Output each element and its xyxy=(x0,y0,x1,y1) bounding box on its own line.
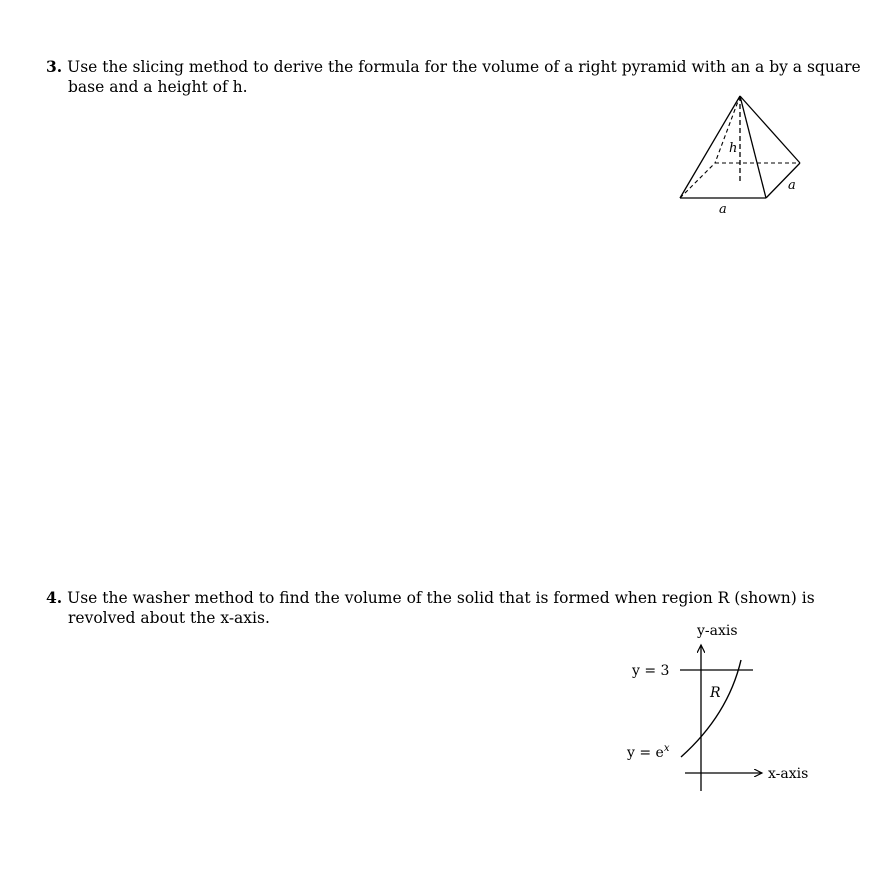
problem-3-text-1: Use the slicing method to derive the formula for the volume of a right pyramid with an a by a square xyxy=(67,58,861,76)
pyramid-height-label: h xyxy=(729,141,738,156)
problem-4-line-1 xyxy=(46,588,815,608)
curve-y-equals-e-x xyxy=(681,660,741,757)
region-label: R xyxy=(710,685,721,701)
problem-4-number: 4. xyxy=(46,588,63,607)
problem-3-text-2: base and a height of h. xyxy=(68,78,248,96)
curve-label-exponent: x xyxy=(663,743,670,754)
x-axis-label: x-axis xyxy=(768,766,809,782)
problem-3-number: 3. xyxy=(46,57,63,76)
problem-3-line-1 xyxy=(46,57,861,77)
pyramid-figure xyxy=(670,90,810,220)
curve-label xyxy=(626,743,670,761)
pyramid-side-label: a xyxy=(788,178,796,193)
pyramid-base-label: a xyxy=(719,202,727,217)
y-axis-label: y-axis xyxy=(697,623,738,639)
curve-label-base: y = e xyxy=(627,745,664,761)
region-figure xyxy=(600,615,830,800)
line-y-equals-3-label: y = 3 xyxy=(632,663,670,679)
problem-4-text-1: Use the washer method to find the volume of the solid that is formed when region R (shown) is xyxy=(67,589,815,607)
problem-4-text-2: revolved about the x-axis. xyxy=(68,609,270,627)
